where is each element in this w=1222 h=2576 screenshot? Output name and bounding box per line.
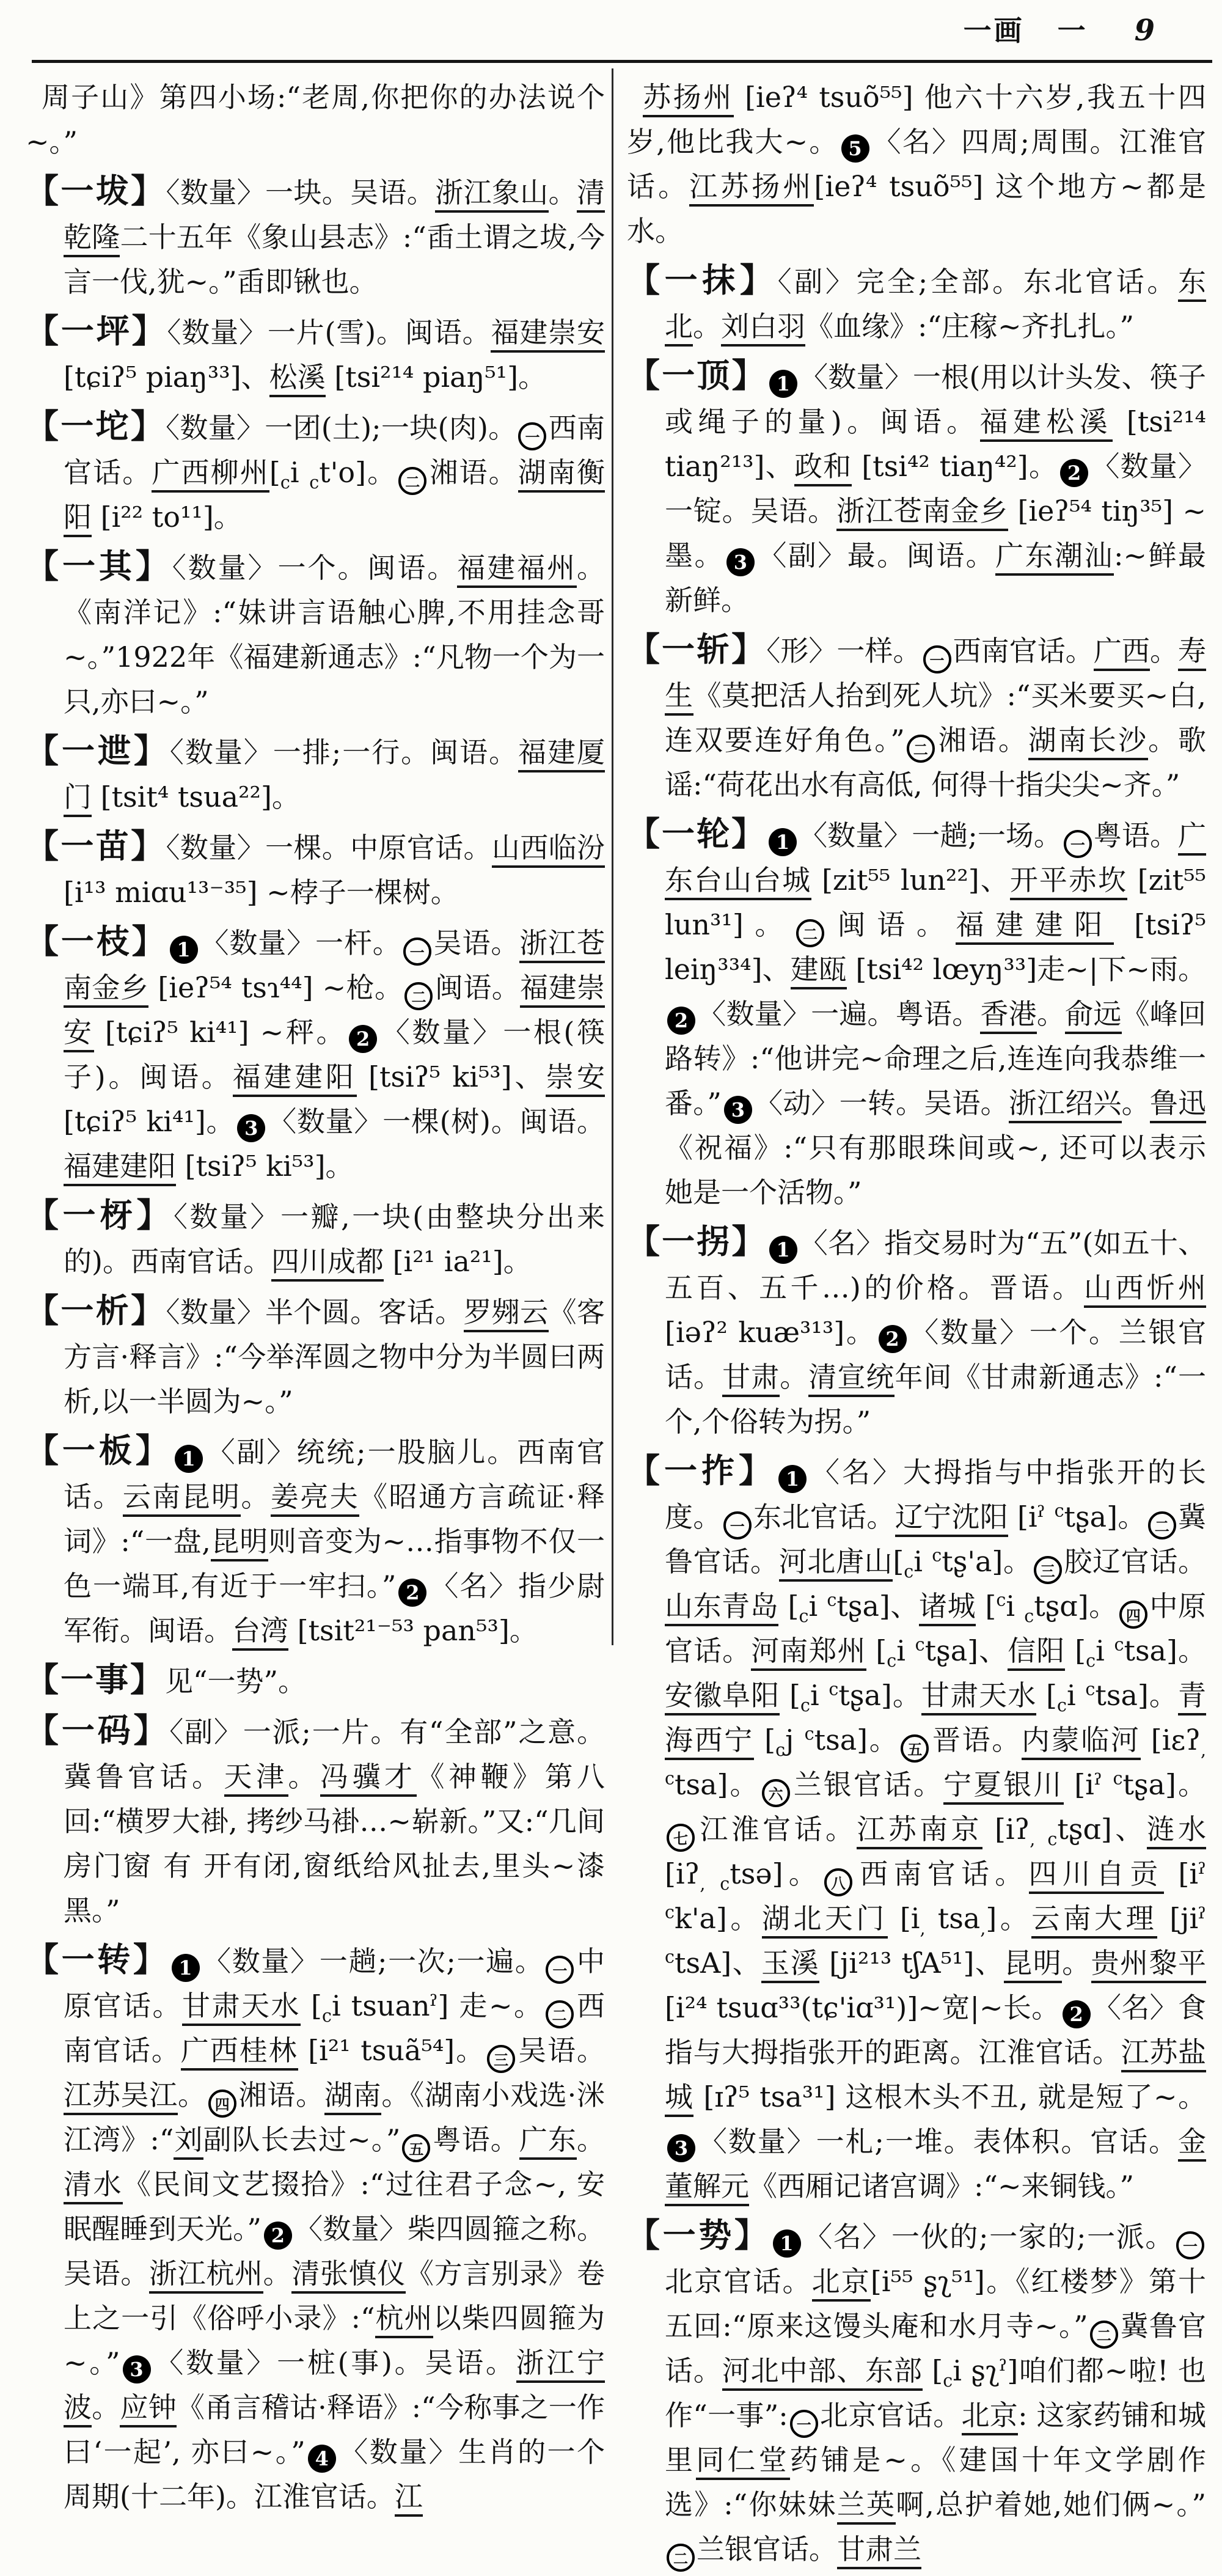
dict-entry: 【一坺】〈数量〉一块。吴语。浙江象山。清乾隆二十五年《象山县志》:“臿土谓之坺,今言一伐,犹~。”臿即锹也。 [26,171,606,298]
dict-entry: 【一轮】 1 〈数量〉一趟;一场。 一 粤语。广东台山台城 [zit⁵⁵ lun²²]、开平赤坎 [zit⁵⁵ lun³¹]。 二 闽语。福建建阳 [tsiʔ⁵ leiŋ³³⁴]、建瓯 [tsi⁴² lœyŋ³³]走~|下~雨。2 〈数量〉一遍。粤语。香港。俞远《峰回路转》:“他讲完~命理之后,连连向我恭维一番。” 3 〈动〉一转。吴语。浙江绍兴。鲁迅《祝福》:“只有那眼珠间或~, 还可以表示她是一个活物。” [627,814,1207,1209]
column-divider [612,68,613,1645]
entry-continuation: 周子山》第四小场:“老周,你把你的办法说个~。” [26,81,605,158]
dict-entry: 【一坨】〈数量〉一团(土);一块(肉)。 一 西南官话。广西柳州[$_ci$ $_c$t'o]。 二 湘语。湖南衡阳 [i²² to¹¹]。 [26,404,605,540]
running-header [964,9,1155,53]
page-number: 9 [1134,13,1155,48]
dict-entry: 【一板】 1 〈副〉统统;一股脑儿。西南官话。云南昆明。姜亮夫《昭通方言疏证·释词》:“一盘,昆明则音变为~…指事物不仅一色一端耳,有近于一牢扫。” 2 〈名〉指少尉军衔。闽语。台湾 [tsit²¹⁻⁵³ pan⁵³]。 [26,1428,605,1653]
dict-entry: 【一转】 1 〈数量〉一趟;一次;一遍。 一 中原官话。甘肃天水 [$_ci$ tsuanˀ] 走~。 二 西南官话。广西桂林 [i²¹ tsuã⁵⁴]。 三 吴语。江苏吴江。 四 湘语。湖南。《湖南小戏选·洣江湾》:“刘副队长去过~。” 五 粤语。广东。清水《民间文艺掇拾》:“过往君子念~, 安眠醒睡到天光。” 2 〈数量〉柴四圆箍之称。吴语。浙江杭州。清张慎仪《方言别录》卷上之一引《俗呼小录》:“杭州以柴四圆箍为~。” 3 〈数量〉一桩(事)。吴语。浙江宁波。应钟《甬言稽诂·释语》:“今称事之一作曰‘一起’, 亦曰~。” 4 〈数量〉生肖的一个周期(十二年)。江淮官话。江 [26,1937,605,2519]
right-column [627,71,1206,2576]
dict-entry: 【一势】 1 〈名〉一伙的;一家的;一派。 一北京官话。北京[i⁵⁵ ʂʅ⁵¹]。《红楼梦》第十五回:“原来这馒头庵和水月寺~。” 二 冀鲁官话。河北中部、东部 [$_ci$ ʂʅˀ]咱们都~啦! 也作“一事”: 一 北京官话。北京: 这家药铺和城里同仁堂药铺是~。《建国十年文学剧作选》:“你妹妹兰英啊,总护着她,她们俩~。”二 兰银官话。甘肃兰 [627,2213,1206,2572]
entry-continuation: 苏扬州 [ieʔ⁴ tsuõ⁵⁵] 他六十六岁,我五十四岁,他比我大~。 5 〈名〉四周;周围。江淮官话。江苏扬州[ieʔ⁴ tsuõ⁵⁵] 这个地方~都是水。 [627,81,1206,248]
dict-entry: 【一拐】 1 〈名〉指交易时为“五”(如五十、五百、五千…)的价格。晋语。山西忻州 [iəʔ² kuæ³¹³]。 2 〈数量〉一个。兰银官话。甘肃。清宣统年间《甘肃新通志》:“一个,个俗转为拐。” [627,1222,1207,1438]
dict-entry: 【一斩】〈形〉一样。 一 西南官话。广西。寿生《莫把活人抬到死人坑》:“买米要买~白,连双要连好角色。” 二 湘语。湖南长沙。歌谣:“荷花出水有高低, 何得十指尖尖~齐。” [627,629,1207,801]
header-rule [32,60,1212,63]
dict-entry: 【一抹】〈副〉完全;全部。东北官话。东北。刘白羽《血缘》:“庄稼~齐扎扎。” [627,258,1206,349]
dict-entry: 【一事】见“一势”。 [26,1660,307,1699]
head-character: 一 [1057,14,1088,47]
dict-entry: 【一拃】 1 〈名〉大拇指与中指张开的长度。 一 东北官话。辽宁沈阳 [iˀ $^c$tʂa]。 二 冀鲁官话。河北唐山[$_ci$ $^c$tʂ'a]。 三 胶辽官话。山东青岛 [$_ci$ $^c$tʂa]、诸城 [$^c$i $_c$tʂɑ]。 四 中原官话。河南郑州 [$_ci$ $^c$tʂa]、信阳 [$_ci$ $^c$tsa]。安徽阜阳 [$_ci$ $^c$tʂa]。甘肃天水 [$_ci$ $^c$tsa]。青海西宁 [$_cj$ $^c$tsa]。 五 晋语。内蒙临河 [iɛʔ$_,$ $^c$tsa]。 六 兰银官话。宁夏银川 [iˀ $^c$tʂa]。七 江淮官话。江苏南京 [iʔ$_,$ $_c$tʂɑ]、涟水 [iʔ$_,$ $_c$tsə]。 八 西南官话。四川自贡 [iˀ $^c$k'a]。湖北天门 [$i_,$ tsa$_,$]。云南大理 [jiˀ $^c$tsA]、玉溪 [ji²¹³ tʃA⁵¹]、昆明。贵州黎平 [i²⁴ tsuɑ³³(tɕ'iɑ³¹)]~宽|~长。 2 〈名〉食指与大拇指张开的距离。江淮官话。江苏盐城 [ɪʔ⁵ tsa³¹] 这根木头不丑, 就是短了~。3 〈数量〉一札;一堆。表体积。官话。金董解元《西厢记诸宫调》:“~来铜钱。” [627,1448,1206,2209]
dict-entry: 【一枝】 1 〈数量〉一杆。 一 吴语。浙江苍南金乡 [ieʔ⁵⁴ tsɿ⁴⁴] ~枪。 二 闽语。福建崇安 [tɕiʔ⁵ ki⁴¹] ~秤。 2 〈数量〉一根(筷子)。闽语。福建建阳 [tsiʔ⁵ ki⁵³]、崇安 [tɕiʔ⁵ ki⁴¹]。 3 〈数量〉一棵(树)。闽语。福建建阳 [tsiʔ⁵ ki⁵³]。 [26,919,605,1189]
dict-entry: 【一苗】〈数量〉一棵。中原官话。山西临汾 [i¹³ miɑu¹³⁻³⁵] ~桲子一棵树。 [26,826,606,909]
dict-entry: 【一迣】〈数量〉一排;一行。闽语。福建厦门 [tsit⁴ tsua²²]。 [26,728,605,820]
dict-entry: 【一析】〈数量〉半个圆。客话。罗翙云《客方言·释言》:“今举浑圆之物中分为半圆曰两析,以一半圆为~。” [26,1291,606,1418]
dict-entry: 【一枒】〈数量〉一瓣,一块(由整块分出来的)。西南官话。四川成都 [i²¹ ia²¹]。 [26,1193,605,1284]
section-label: 一画 [963,14,1025,47]
dict-entry: 【一顶】 1 〈数量〉一根(用以计头发、筷子或绳子的量)。闽语。福建松溪 [tsi²¹⁴ tiaŋ²¹³]、政和 [tsi⁴² tiaŋ⁴²]。 2 〈数量〉一锭。吴语。浙江苍南金乡 [ieʔ⁵⁴ tiŋ³⁵] ~墨。 3 〈副〉最。闽语。广东潮汕:~鲜最新鲜。 [627,356,1207,617]
dict-entry: 【一坪】〈数量〉一片(雪)。闽语。福建崇安 [tɕiʔ⁵ piaŋ³³]、松溪 [tsi²¹⁴ piaŋ⁵¹]。 [26,309,605,400]
dict-entry: 【一其】〈数量〉一个。闽语。福建福州。《南洋记》:“妹讲言语触心脾,不用挂念哥~。”1922年《福建新通志》:“凡物一个为一只,亦曰~。” [26,546,606,718]
left-column [26,71,605,2523]
dict-entry: 【一码】〈副〉一派;一片。有“全部”之意。冀鲁官话。天津。冯骥才《神鞭》第八回:“横罗大褂, 拷纱马褂…~崭新。”又:“几间房门窗 有 开有闭,窗纸给风扯去,里头~漆黑。” [26,1711,606,1927]
